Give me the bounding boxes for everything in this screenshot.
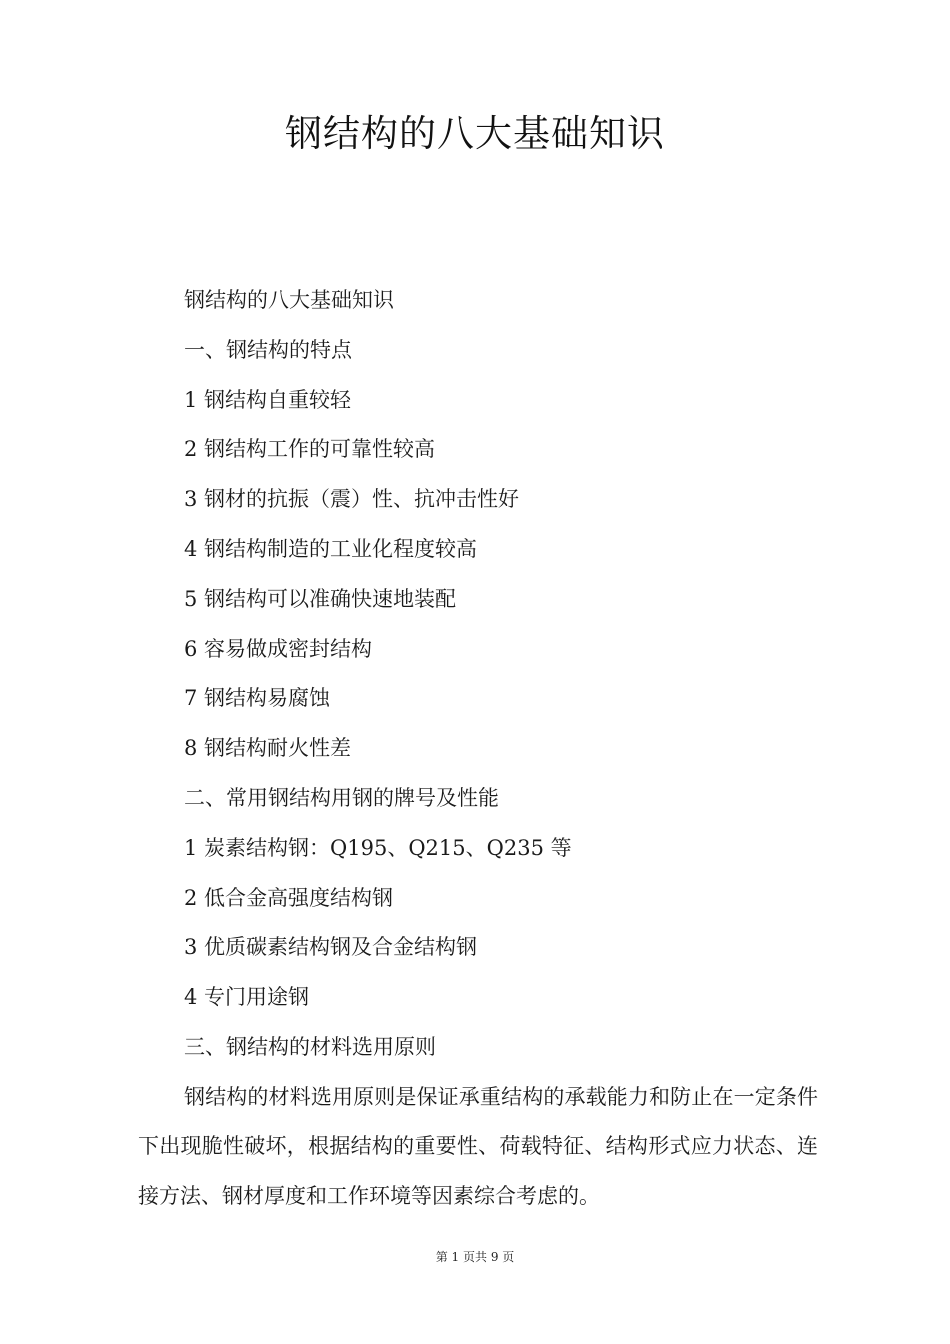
list-item: 1 钢结构自重较轻 <box>184 387 352 412</box>
section-heading-1: 一、钢结构的特点 <box>184 337 352 362</box>
list-item: 2 低合金高强度结构钢 <box>184 885 394 910</box>
list-item: 4 钢结构制造的工业化程度较高 <box>184 536 478 561</box>
page-footer: 第 1 页共 9 页 <box>435 1250 515 1264</box>
section-heading-3: 三、钢结构的材料选用原则 <box>184 1034 436 1059</box>
list-item: 7 钢结构易腐蚀 <box>184 686 331 711</box>
document-body <box>138 276 818 1221</box>
list-item: 4 专门用途钢 <box>184 985 310 1010</box>
body-paragraph: 钢结构的材料选用原则是保证承重结构的承载能力和防止在一定条件下出现脆性破坏，根据结构的重要性、荷载特征、结构形式应力状态、连接方法、钢材厚度和工作环境等因素综合考虑的。 <box>138 1084 818 1208</box>
list-item: 3 钢材的抗振（震）性、抗冲击性好 <box>184 487 520 512</box>
list-item: 3 优质碳素结构钢及合金结构钢 <box>184 935 478 960</box>
list-item: 1 炭素结构钢：Q195、Q215、Q235 等 <box>184 835 572 860</box>
list-item: 2 钢结构工作的可靠性较高 <box>184 437 436 462</box>
list-item: 5 钢结构可以准确快速地装配 <box>184 586 457 611</box>
section-heading-2: 二、常用钢结构用钢的牌号及性能 <box>184 785 499 810</box>
list-item: 6 容易做成密封结构 <box>184 636 373 661</box>
body-line-heading: 钢结构的八大基础知识 <box>184 288 394 312</box>
document-title: 钢结构的八大基础知识 <box>285 112 665 155</box>
list-item: 8 钢结构耐火性差 <box>184 736 352 761</box>
